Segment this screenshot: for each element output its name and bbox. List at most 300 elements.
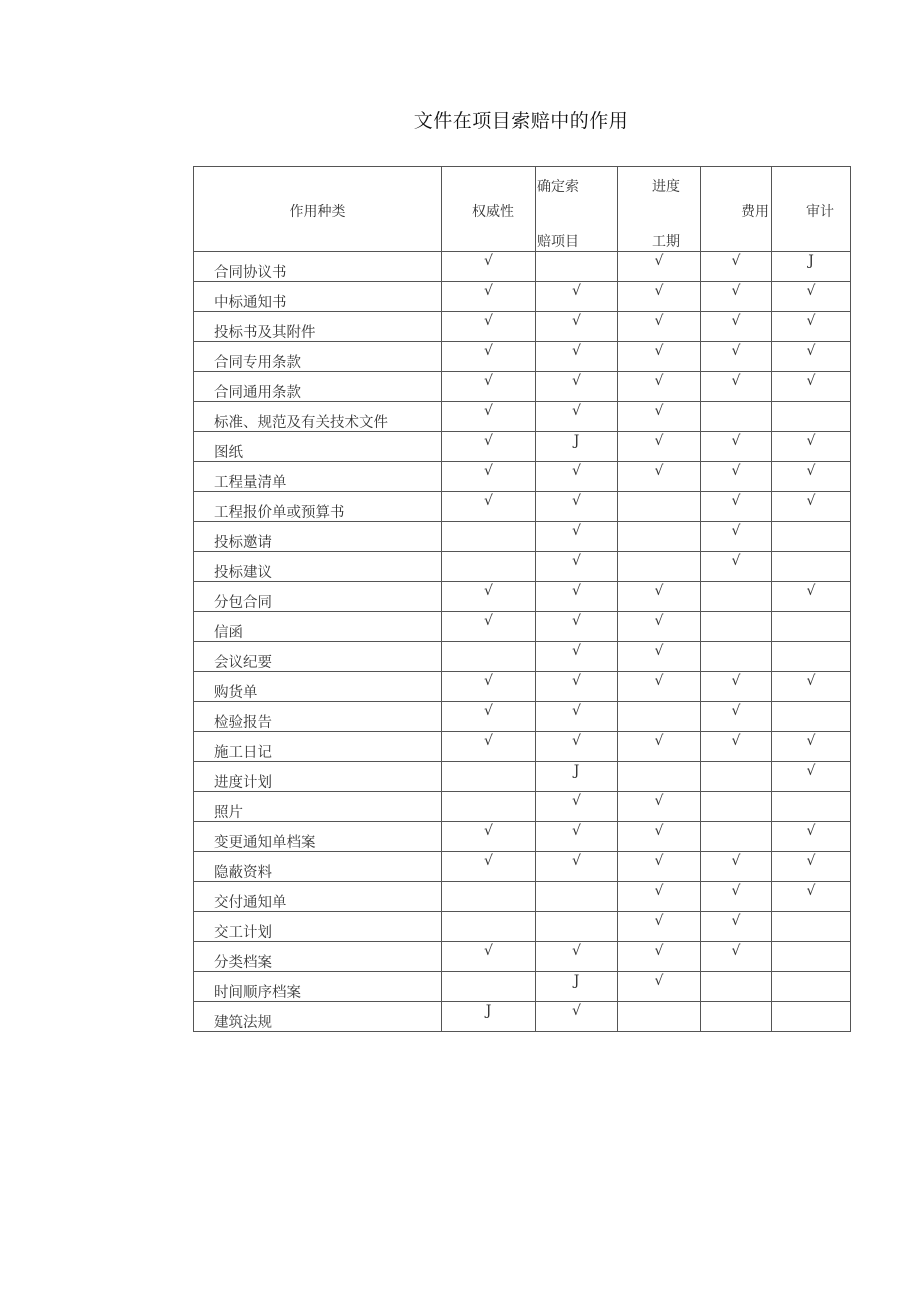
check-mark: √ <box>484 613 493 629</box>
cell-authority <box>442 372 536 402</box>
check-mark: √ <box>572 793 581 809</box>
row-label: 图纸 <box>214 445 243 461</box>
table-row <box>194 672 851 702</box>
cell-cost <box>701 762 772 792</box>
cell-audit <box>772 912 851 942</box>
cell-cost <box>701 612 772 642</box>
cell-authority <box>442 432 536 462</box>
table-row <box>194 252 851 282</box>
cell-cost <box>701 792 772 822</box>
check-mark: √ <box>806 883 816 899</box>
cell-cost <box>701 972 772 1002</box>
check-mark: √ <box>806 463 816 479</box>
table-row <box>194 942 851 972</box>
cell-claim <box>536 732 618 762</box>
row-name-cell <box>194 852 442 882</box>
check-mark: √ <box>654 403 664 419</box>
row-label: 合同协议书 <box>214 265 287 281</box>
cell-progress <box>618 762 701 792</box>
check-mark: √ <box>572 943 581 959</box>
cell-audit <box>772 852 851 882</box>
row-name-cell <box>194 792 442 822</box>
cell-claim <box>536 792 618 822</box>
check-mark: √ <box>572 403 581 419</box>
cell-audit <box>772 372 851 402</box>
cell-cost <box>701 732 772 762</box>
check-mark: √ <box>484 733 493 749</box>
cell-authority <box>442 282 536 312</box>
cell-claim <box>536 942 618 972</box>
check-mark: √ <box>572 733 581 749</box>
cell-cost <box>701 282 772 312</box>
cell-claim <box>536 852 618 882</box>
table-row <box>194 702 851 732</box>
check-mark: √ <box>731 343 741 359</box>
cell-claim <box>536 882 618 912</box>
document-purpose-table <box>193 166 851 1032</box>
header-cell-progress <box>618 167 701 252</box>
row-label: 变更通知单档案 <box>214 835 316 851</box>
row-label: 工程量清单 <box>214 475 287 491</box>
table-row <box>194 462 851 492</box>
check-mark: √ <box>572 283 581 299</box>
row-label: 合同通用条款 <box>214 385 301 401</box>
row-name-cell <box>194 252 442 282</box>
cell-cost <box>701 942 772 972</box>
check-mark: √ <box>731 673 741 689</box>
cell-claim <box>536 1002 618 1032</box>
check-mark: √ <box>572 1003 581 1019</box>
table-row <box>194 372 851 402</box>
cell-cost <box>701 252 772 282</box>
cell-audit <box>772 342 851 372</box>
header-cell-authority <box>442 167 536 252</box>
check-mark: √ <box>654 463 664 479</box>
cell-audit <box>772 882 851 912</box>
check-mark: √ <box>654 823 664 839</box>
cell-authority <box>442 462 536 492</box>
header-audit: 审计 <box>806 204 834 220</box>
check-mark: √ <box>806 733 816 749</box>
check-mark: √ <box>654 943 664 959</box>
row-name-cell <box>194 942 442 972</box>
cell-audit <box>772 672 851 702</box>
check-mark: √ <box>654 733 664 749</box>
row-label: 建筑法规 <box>214 1015 272 1031</box>
check-mark: √ <box>806 853 816 869</box>
cell-claim <box>536 252 618 282</box>
row-label: 分类档案 <box>214 955 272 971</box>
check-mark: √ <box>654 313 664 329</box>
cell-cost <box>701 372 772 402</box>
row-label: 投标建议 <box>214 565 272 581</box>
cell-authority <box>442 702 536 732</box>
cell-audit <box>772 402 851 432</box>
check-mark: √ <box>806 493 816 509</box>
cell-progress <box>618 852 701 882</box>
check-mark: √ <box>484 853 493 869</box>
check-mark: √ <box>731 283 741 299</box>
header-type: 作用种类 <box>289 204 346 220</box>
table-row <box>194 762 851 792</box>
table-row <box>194 432 851 462</box>
cell-audit <box>772 762 851 792</box>
cell-progress <box>618 792 701 822</box>
cell-progress <box>618 342 701 372</box>
check-mark: √ <box>731 553 741 569</box>
check-mark: J <box>573 973 580 989</box>
row-label: 投标书及其附件 <box>214 325 316 341</box>
cell-cost <box>701 402 772 432</box>
cell-audit <box>772 552 851 582</box>
check-mark: √ <box>731 943 741 959</box>
cell-authority <box>442 792 536 822</box>
row-label: 中标通知书 <box>214 295 287 311</box>
check-mark: √ <box>731 703 741 719</box>
cell-cost <box>701 522 772 552</box>
row-name-cell <box>194 582 442 612</box>
cell-authority <box>442 852 536 882</box>
cell-audit <box>772 522 851 552</box>
check-mark: √ <box>654 853 664 869</box>
cell-authority <box>442 582 536 612</box>
cell-cost <box>701 702 772 732</box>
check-mark: √ <box>572 853 581 869</box>
cell-authority <box>442 672 536 702</box>
cell-audit <box>772 822 851 852</box>
cell-progress <box>618 552 701 582</box>
row-label: 标准、规范及有关技术文件 <box>214 415 388 431</box>
table-row <box>194 882 851 912</box>
check-mark: √ <box>484 823 493 839</box>
cell-authority <box>442 342 536 372</box>
cell-cost <box>701 852 772 882</box>
cell-claim <box>536 552 618 582</box>
table-row <box>194 972 851 1002</box>
check-mark: √ <box>484 673 493 689</box>
cell-audit <box>772 432 851 462</box>
row-label: 合同专用条款 <box>214 355 301 371</box>
cell-progress <box>618 582 701 612</box>
check-mark: √ <box>731 523 741 539</box>
row-name-cell <box>194 612 442 642</box>
cell-cost <box>701 1002 772 1032</box>
check-mark: √ <box>572 703 581 719</box>
header-progress-line1: 进度 <box>652 179 680 195</box>
check-mark: √ <box>654 673 664 689</box>
check-mark: √ <box>484 943 493 959</box>
cell-cost <box>701 312 772 342</box>
check-mark: J <box>485 1003 492 1019</box>
cell-progress <box>618 1002 701 1032</box>
cell-audit <box>772 732 851 762</box>
cell-claim <box>536 372 618 402</box>
check-mark: √ <box>806 823 816 839</box>
check-mark: √ <box>484 583 493 599</box>
cell-audit <box>772 972 851 1002</box>
cell-cost <box>701 912 772 942</box>
check-mark: √ <box>806 673 816 689</box>
cell-cost <box>701 582 772 612</box>
row-name-cell <box>194 762 442 792</box>
row-name-cell <box>194 522 442 552</box>
check-mark: √ <box>484 463 493 479</box>
row-name-cell <box>194 462 442 492</box>
cell-claim <box>536 402 618 432</box>
table-row <box>194 312 851 342</box>
check-mark: √ <box>806 313 816 329</box>
cell-cost <box>701 432 772 462</box>
check-mark: √ <box>654 973 664 989</box>
cell-claim <box>536 912 618 942</box>
check-mark: √ <box>731 883 741 899</box>
check-mark: √ <box>484 373 493 389</box>
row-label: 照片 <box>214 805 243 821</box>
check-mark: √ <box>654 793 664 809</box>
cell-progress <box>618 462 701 492</box>
table-row <box>194 402 851 432</box>
cell-authority <box>442 972 536 1002</box>
cell-claim <box>536 312 618 342</box>
header-claim-line1: 确定索 <box>537 179 579 195</box>
row-name-cell <box>194 672 442 702</box>
table-row <box>194 1002 851 1032</box>
cell-authority <box>442 492 536 522</box>
row-name-cell <box>194 912 442 942</box>
row-label: 工程报价单或预算书 <box>214 505 345 521</box>
row-name-cell <box>194 882 442 912</box>
cell-claim <box>536 642 618 672</box>
cell-progress <box>618 282 701 312</box>
row-label: 施工日记 <box>214 745 272 761</box>
check-mark: √ <box>572 313 581 329</box>
header-cell-cost <box>701 167 772 252</box>
cell-progress <box>618 492 701 522</box>
cell-progress <box>618 912 701 942</box>
row-label: 购货单 <box>214 685 258 701</box>
check-mark: J <box>573 763 580 779</box>
check-mark: √ <box>484 433 493 449</box>
cell-progress <box>618 252 701 282</box>
check-mark: √ <box>654 643 664 659</box>
row-label: 交工计划 <box>214 925 272 941</box>
check-mark: √ <box>806 583 816 599</box>
check-mark: √ <box>731 493 741 509</box>
row-name-cell <box>194 372 442 402</box>
table-row <box>194 282 851 312</box>
row-name-cell <box>194 972 442 1002</box>
cell-cost <box>701 342 772 372</box>
check-mark: √ <box>572 373 581 389</box>
cell-authority <box>442 762 536 792</box>
cell-progress <box>618 942 701 972</box>
check-mark: √ <box>572 673 581 689</box>
cell-authority <box>442 522 536 552</box>
cell-claim <box>536 492 618 522</box>
row-label: 投标邀请 <box>214 535 272 551</box>
table-row <box>194 732 851 762</box>
check-mark: √ <box>572 343 581 359</box>
cell-progress <box>618 642 701 672</box>
check-mark: √ <box>654 583 664 599</box>
cell-claim <box>536 432 618 462</box>
header-cost: 费用 <box>741 204 769 220</box>
document-title: 文件在项目索赔中的作用 <box>413 110 629 132</box>
cell-claim <box>536 972 618 1002</box>
table-row <box>194 792 851 822</box>
check-mark: √ <box>572 493 581 509</box>
cell-audit <box>772 312 851 342</box>
cell-audit <box>772 702 851 732</box>
cell-claim <box>536 672 618 702</box>
cell-cost <box>701 642 772 672</box>
table-row <box>194 492 851 522</box>
header-cell-audit <box>772 167 851 252</box>
cell-progress <box>618 972 701 1002</box>
table-row <box>194 582 851 612</box>
table-row <box>194 552 851 582</box>
table-row <box>194 852 851 882</box>
table-row <box>194 642 851 672</box>
check-mark: √ <box>484 283 493 299</box>
cell-claim <box>536 582 618 612</box>
cell-progress <box>618 312 701 342</box>
cell-progress <box>618 402 701 432</box>
row-name-cell <box>194 732 442 762</box>
check-mark: √ <box>731 253 741 269</box>
cell-authority <box>442 822 536 852</box>
check-mark: √ <box>654 343 664 359</box>
cell-audit <box>772 942 851 972</box>
header-claim-line2: 赔项目 <box>537 234 579 250</box>
row-name-cell <box>194 702 442 732</box>
cell-claim <box>536 342 618 372</box>
check-mark: J <box>808 253 814 269</box>
cell-cost <box>701 492 772 522</box>
row-name-cell <box>194 822 442 852</box>
check-mark: √ <box>572 553 581 569</box>
check-mark: √ <box>806 343 816 359</box>
cell-progress <box>618 732 701 762</box>
header-row <box>194 167 851 252</box>
cell-authority <box>442 612 536 642</box>
row-name-cell <box>194 312 442 342</box>
check-mark: √ <box>572 583 581 599</box>
row-name-cell <box>194 642 442 672</box>
row-name-cell <box>194 552 442 582</box>
check-mark: √ <box>654 613 664 629</box>
cell-audit <box>772 462 851 492</box>
check-mark: √ <box>572 463 581 479</box>
cell-authority <box>442 552 536 582</box>
check-mark: √ <box>654 373 664 389</box>
cell-audit <box>772 642 851 672</box>
cell-audit <box>772 252 851 282</box>
check-mark: √ <box>806 433 816 449</box>
cell-claim <box>536 522 618 552</box>
table-row <box>194 522 851 552</box>
check-mark: √ <box>731 913 741 929</box>
check-mark: √ <box>731 373 741 389</box>
row-name-cell <box>194 282 442 312</box>
cell-progress <box>618 372 701 402</box>
cell-authority <box>442 642 536 672</box>
cell-authority <box>442 732 536 762</box>
check-mark: √ <box>484 313 493 329</box>
cell-claim <box>536 822 618 852</box>
cell-claim <box>536 702 618 732</box>
check-mark: √ <box>484 703 493 719</box>
check-mark: √ <box>484 253 493 269</box>
check-mark: √ <box>654 913 664 929</box>
row-label: 检验报告 <box>214 715 272 731</box>
table-row <box>194 342 851 372</box>
cell-audit <box>772 612 851 642</box>
cell-cost <box>701 552 772 582</box>
cell-progress <box>618 822 701 852</box>
table-row <box>194 912 851 942</box>
row-name-cell <box>194 492 442 522</box>
cell-cost <box>701 882 772 912</box>
cell-progress <box>618 612 701 642</box>
row-name-cell <box>194 432 442 462</box>
header-progress-line2: 工期 <box>652 234 680 250</box>
cell-authority <box>442 912 536 942</box>
check-mark: √ <box>572 823 581 839</box>
table-row <box>194 612 851 642</box>
check-mark: √ <box>484 343 493 359</box>
table-row <box>194 822 851 852</box>
check-mark: √ <box>654 433 664 449</box>
cell-audit <box>772 492 851 522</box>
check-mark: √ <box>731 463 741 479</box>
check-mark: √ <box>572 523 581 539</box>
check-mark: √ <box>731 733 741 749</box>
check-mark: √ <box>484 493 493 509</box>
row-label: 分包合同 <box>214 595 272 611</box>
cell-progress <box>618 882 701 912</box>
header-cell-type <box>194 167 442 252</box>
row-label: 信函 <box>214 625 243 641</box>
cell-progress <box>618 432 701 462</box>
cell-claim <box>536 282 618 312</box>
row-label: 会议纪要 <box>214 655 272 671</box>
cell-authority <box>442 252 536 282</box>
check-mark: √ <box>484 403 493 419</box>
header-authority: 权威性 <box>472 204 514 220</box>
cell-progress <box>618 522 701 552</box>
check-mark: √ <box>654 283 664 299</box>
cell-audit <box>772 1002 851 1032</box>
cell-cost <box>701 822 772 852</box>
check-mark: √ <box>731 853 741 869</box>
check-mark: √ <box>572 613 581 629</box>
check-mark: √ <box>731 313 741 329</box>
check-mark: √ <box>654 253 664 269</box>
cell-claim <box>536 462 618 492</box>
check-mark: √ <box>806 763 816 779</box>
cell-audit <box>772 582 851 612</box>
check-mark: J <box>573 433 580 449</box>
check-mark: √ <box>572 643 581 659</box>
row-label: 进度计划 <box>214 775 272 791</box>
cell-authority <box>442 402 536 432</box>
row-label: 时间顺序档案 <box>214 985 301 1001</box>
row-name-cell <box>194 1002 442 1032</box>
cell-audit <box>772 282 851 312</box>
cell-authority <box>442 942 536 972</box>
cell-claim <box>536 762 618 792</box>
